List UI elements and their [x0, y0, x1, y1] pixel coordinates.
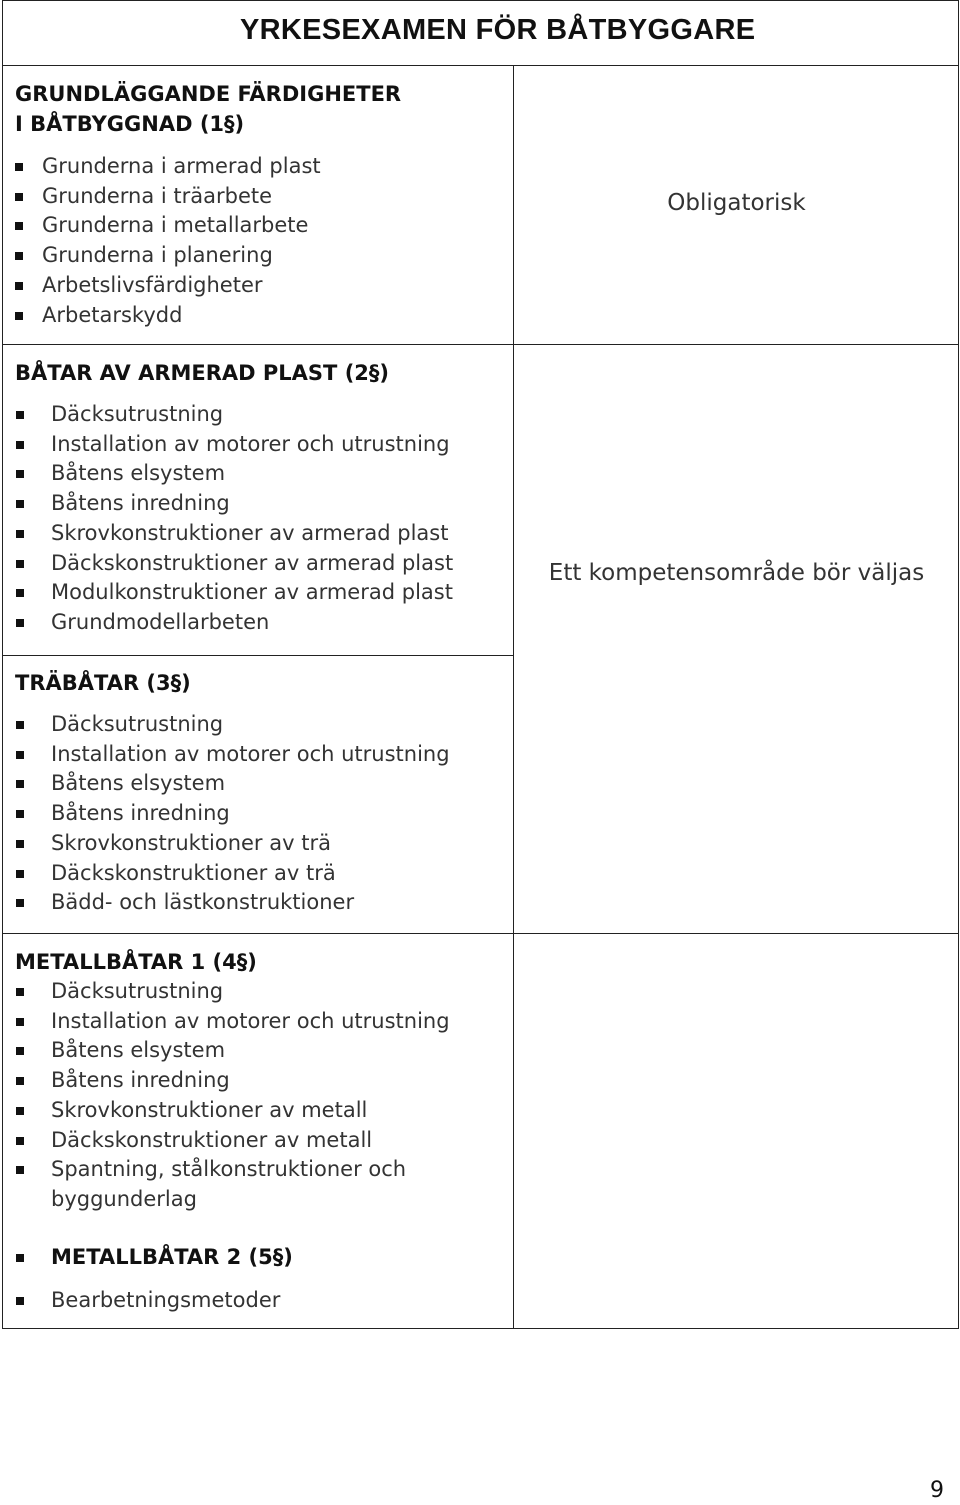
list-item: Båtens elsystem [15, 1036, 450, 1066]
row-divider-3 [2, 933, 959, 934]
square-bullet-icon [16, 899, 24, 907]
list-item: Båtens inredning [15, 799, 450, 829]
square-bullet-icon [16, 1254, 24, 1262]
row-divider-2-left [2, 655, 514, 656]
square-bullet-icon [16, 1047, 24, 1055]
list-item: Grundmodellarbeten [15, 608, 453, 638]
list-item: Båtens elsystem [15, 769, 450, 799]
list-item: Däcksutrustning [15, 400, 453, 430]
list-item: Installation av motorer och utrustning [15, 430, 453, 460]
list-item: Däckskonstruktioner av metall [15, 1126, 450, 1156]
list-item: Skrovkonstruktioner av trä [15, 829, 450, 859]
list-item: Båtens inredning [15, 489, 453, 519]
list-item: Grunderna i metallarbete [15, 211, 321, 241]
list-item: Däckskonstruktioner av armerad plast [15, 549, 453, 579]
square-bullet-icon [16, 619, 24, 627]
square-bullet-icon [15, 193, 23, 201]
section-3-list [15, 710, 450, 918]
square-bullet-icon [16, 870, 24, 878]
list-item: Bearbetningsmetoder [15, 1286, 280, 1316]
square-bullet-icon [16, 721, 24, 729]
section-2-heading: BÅTAR AV ARMERAD PLAST (2§) [15, 361, 390, 385]
list-item: Bädd- och lästkonstruktioner [15, 888, 450, 918]
list-item: Däcksutrustning [15, 710, 450, 740]
section-4-sub-list [15, 1286, 280, 1316]
section-2-list [15, 400, 453, 638]
square-bullet-icon [16, 1107, 24, 1115]
list-item: Skrovkonstruktioner av armerad plast [15, 519, 453, 549]
list-item: Installation av motorer och utrustning [15, 1007, 450, 1037]
section-2-requirement: Ett kompetensområde bör väljas [548, 560, 925, 586]
square-bullet-icon [15, 282, 23, 290]
row-divider-1 [2, 344, 959, 345]
list-item: Grunderna i träarbete [15, 182, 321, 212]
square-bullet-icon [16, 1297, 24, 1305]
list-item: Båtens elsystem [15, 459, 453, 489]
square-bullet-icon [15, 312, 23, 320]
section-1-heading-line2: I BÅTBYGGNAD (1§) [15, 112, 245, 136]
square-bullet-icon [15, 163, 23, 171]
page-title: YRKESEXAMEN FÖR BÅTBYGGARE [240, 14, 756, 46]
square-bullet-icon [16, 560, 24, 568]
square-bullet-icon [16, 1137, 24, 1145]
list-item: Installation av motorer och utrustning [15, 740, 450, 770]
page-number: 9 [930, 1478, 944, 1503]
sub-heading-item: METALLBÅTAR 2 (5§) [15, 1243, 293, 1273]
square-bullet-icon [16, 1166, 24, 1174]
list-item: Båtens inredning [15, 1066, 450, 1096]
list-item: Däcksutrustning [15, 977, 450, 1007]
square-bullet-icon [16, 988, 24, 996]
square-bullet-icon [16, 441, 24, 449]
square-bullet-icon [15, 222, 23, 230]
square-bullet-icon [16, 530, 24, 538]
list-item: Arbetarskydd [15, 301, 321, 331]
square-bullet-icon [16, 810, 24, 818]
section-4-sub-heading-list [15, 1243, 293, 1273]
section-1-heading-line1: GRUNDLÄGGANDE FÄRDIGHETER [15, 82, 402, 106]
list-item-continuation: byggunderlag [51, 1186, 197, 1211]
square-bullet-icon [16, 840, 24, 848]
list-item: Arbetslivsfärdigheter [15, 271, 321, 301]
square-bullet-icon [16, 411, 24, 419]
square-bullet-icon [16, 470, 24, 478]
section-3-heading: TRÄBÅTAR (3§) [15, 671, 191, 695]
section-1-list [15, 152, 321, 330]
row-divider-header [2, 65, 959, 66]
square-bullet-icon [16, 589, 24, 597]
list-item: Däckskonstruktioner av trä [15, 859, 450, 889]
square-bullet-icon [16, 751, 24, 759]
section-4-list [15, 977, 450, 1215]
square-bullet-icon [16, 1018, 24, 1026]
section-1-requirement: Obligatorisk [667, 190, 806, 216]
square-bullet-icon [16, 500, 24, 508]
square-bullet-icon [15, 252, 23, 260]
list-item: Skrovkonstruktioner av metall [15, 1096, 450, 1126]
square-bullet-icon [16, 1077, 24, 1085]
section-4-heading: METALLBÅTAR 1 (4§) [15, 950, 257, 974]
list-item: Modulkonstruktioner av armerad plast [15, 578, 453, 608]
list-item: Spantning, stålkonstruktioner och [15, 1155, 450, 1185]
column-divider [513, 65, 514, 1329]
list-item: Grunderna i armerad plast [15, 152, 321, 182]
square-bullet-icon [16, 780, 24, 788]
list-item: Grunderna i planering [15, 241, 321, 271]
